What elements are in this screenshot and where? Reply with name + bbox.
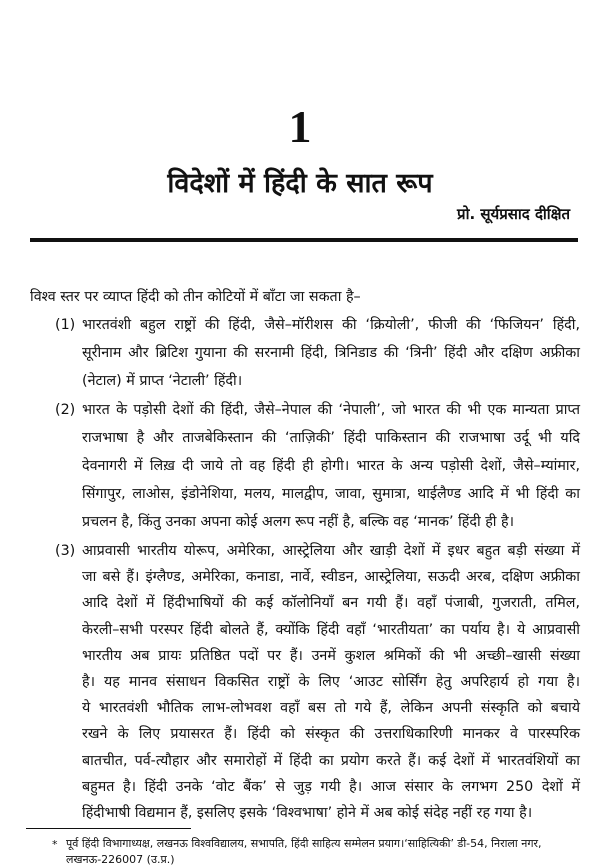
item-text-line: सूरीनाम और ब्रिटिश गुयाना की सरनामी हिंदी, त्रिनिडाड की ‘त्रिनी’ हिंदी और दक्षिण अफ्रीका [82,345,580,361]
item-text-line: ये भारतवंशी भौतिक लाभ-लोभवश वहाँ बस तो गये हैं, लेकिन अपनी संस्कृति को बचाये [82,700,580,717]
footnote-marker: * [52,838,58,851]
item-text-line: (नेटाल) में प्राप्त ‘नेटाली’ हिंदी। [82,373,243,389]
footnote-line: लखनऊ-226007 (उ.प्र.) [66,853,175,866]
item-text-line: प्रचलन है, किंतु उनका अपना कोई अलग रूप नहीं है, बल्कि वह ‘मानक’ हिंदी ही है। [82,514,515,530]
author-name: प्रो. सूर्यप्रसाद दीक्षित [457,205,570,223]
item-number: (2) [55,402,76,418]
item-number: (1) [55,317,76,333]
item-text-line: है। यह मानव संसाधन विकसित राष्ट्रों के लिए ‘आउट सोर्सिंग हेतु अपरिहार्य हो गया है। [82,674,580,690]
item-text-line: राजभाषा है और ताजबेकिस्तान की ‘ताज़िकी’ हिंदी पाकिस्तान की राजभाषा उर्दू भी यदि [82,430,580,446]
item-number: (3) [55,543,76,559]
item-text-line: जा बसे हैं। इंग्लैण्ड, अमेरिका, कनाडा, नार्वे, स्वीडन, आस्ट्रेलिया, सऊदी अरब, दक्षिण अफ्रीका [82,569,580,586]
item-text-line: बहुमत है। हिंदी उनके ‘वोट बैंक’ से जुड़ गयी है। आज संसार के लगभग 250 देशों में [82,778,580,795]
item-text-line: देवनागरी में लिख़ दी जाये तो वह हिंदी ही होगी। भारत के अन्य पड़ोसी देशों, जैसे–म्यांमार, [82,458,580,474]
chapter-title: विदेशों में हिंदी के सात रूप [167,168,433,199]
item-text-line: केरली–सभी परस्पर हिंदी बोलते हैं, क्योंकि हिंदी वहाँ ‘भारतीयता’ का पर्याय है। ये आप्रवासी [82,621,580,638]
item-text-line: हिंदीभाषी विद्यमान हैं, इसलिए इसके ‘विश्वभाषा’ होने में अब कोई संदेह नहीं रह गया है। [82,805,533,821]
item-text-line: भारतीय अब प्रायः प्रतिष्ठित पदों पर हैं। उनमें कुशल श्रमिकों की भी अच्छी–खासी संख्या [82,647,580,664]
item-text-line: बातचीत, पर्व-त्यौहार और समारोहों में हिंदी का प्रयोग करते हैं। कई देशों में भारतवंशियों का [82,752,580,769]
chapter-number: 1 [288,101,312,152]
item-text-line: भारत के पड़ोसी देशों की हिंदी, जैसे–नेपाल की ‘नेपाली’, जो भारत की भी एक मान्यता प्राप्त [82,402,580,418]
intro-text: विश्व स्तर पर व्याप्त हिंदी को तीन कोटियों में बाँटा जा सकता है– [30,289,361,305]
footnote-divider [26,828,191,829]
item-text-line: आप्रवासी भारतीय योरूप, अमेरिका, आस्ट्रेलिया और खाड़ी देशों में इधर बहुत बड़ी संख्या में [82,543,580,559]
item-text-line: रखने के लिए प्रयासरत हैं। हिंदी को संस्कृत की उत्तराधिकारिणी मानकर वे पारस्परिक [82,726,580,743]
item-text-line: भारतवंशी बहुल राष्ट्रों की हिंदी, जैसे–मॉरीशस की ‘क्रियोली’, फीजी की ‘फिजियन’ हिंदी, [82,317,580,333]
title-divider [30,238,578,242]
item-text-line: सिंगापुर, लाओस, इंडोनेशिया, मलय, मालद्वीप, जावा, सुमात्रा, थाईलैण्ड आदि में भी हिंदी का [82,486,580,502]
footnote-line: पूर्व हिंदी विभागाध्यक्ष, लखनऊ विश्वविद्यालय, सभापति, हिंदी साहित्य सम्मेलन प्रयाग।‘साहित्यिकी’ डी-54, निराला नगर, [66,837,542,850]
item-text-line: आदि देशों में हिंदीभाषियों की कई कॉलोनियाँ बन गयी हैं। वहाँ पंजाबी, गुजराती, तमिल, [82,595,580,612]
